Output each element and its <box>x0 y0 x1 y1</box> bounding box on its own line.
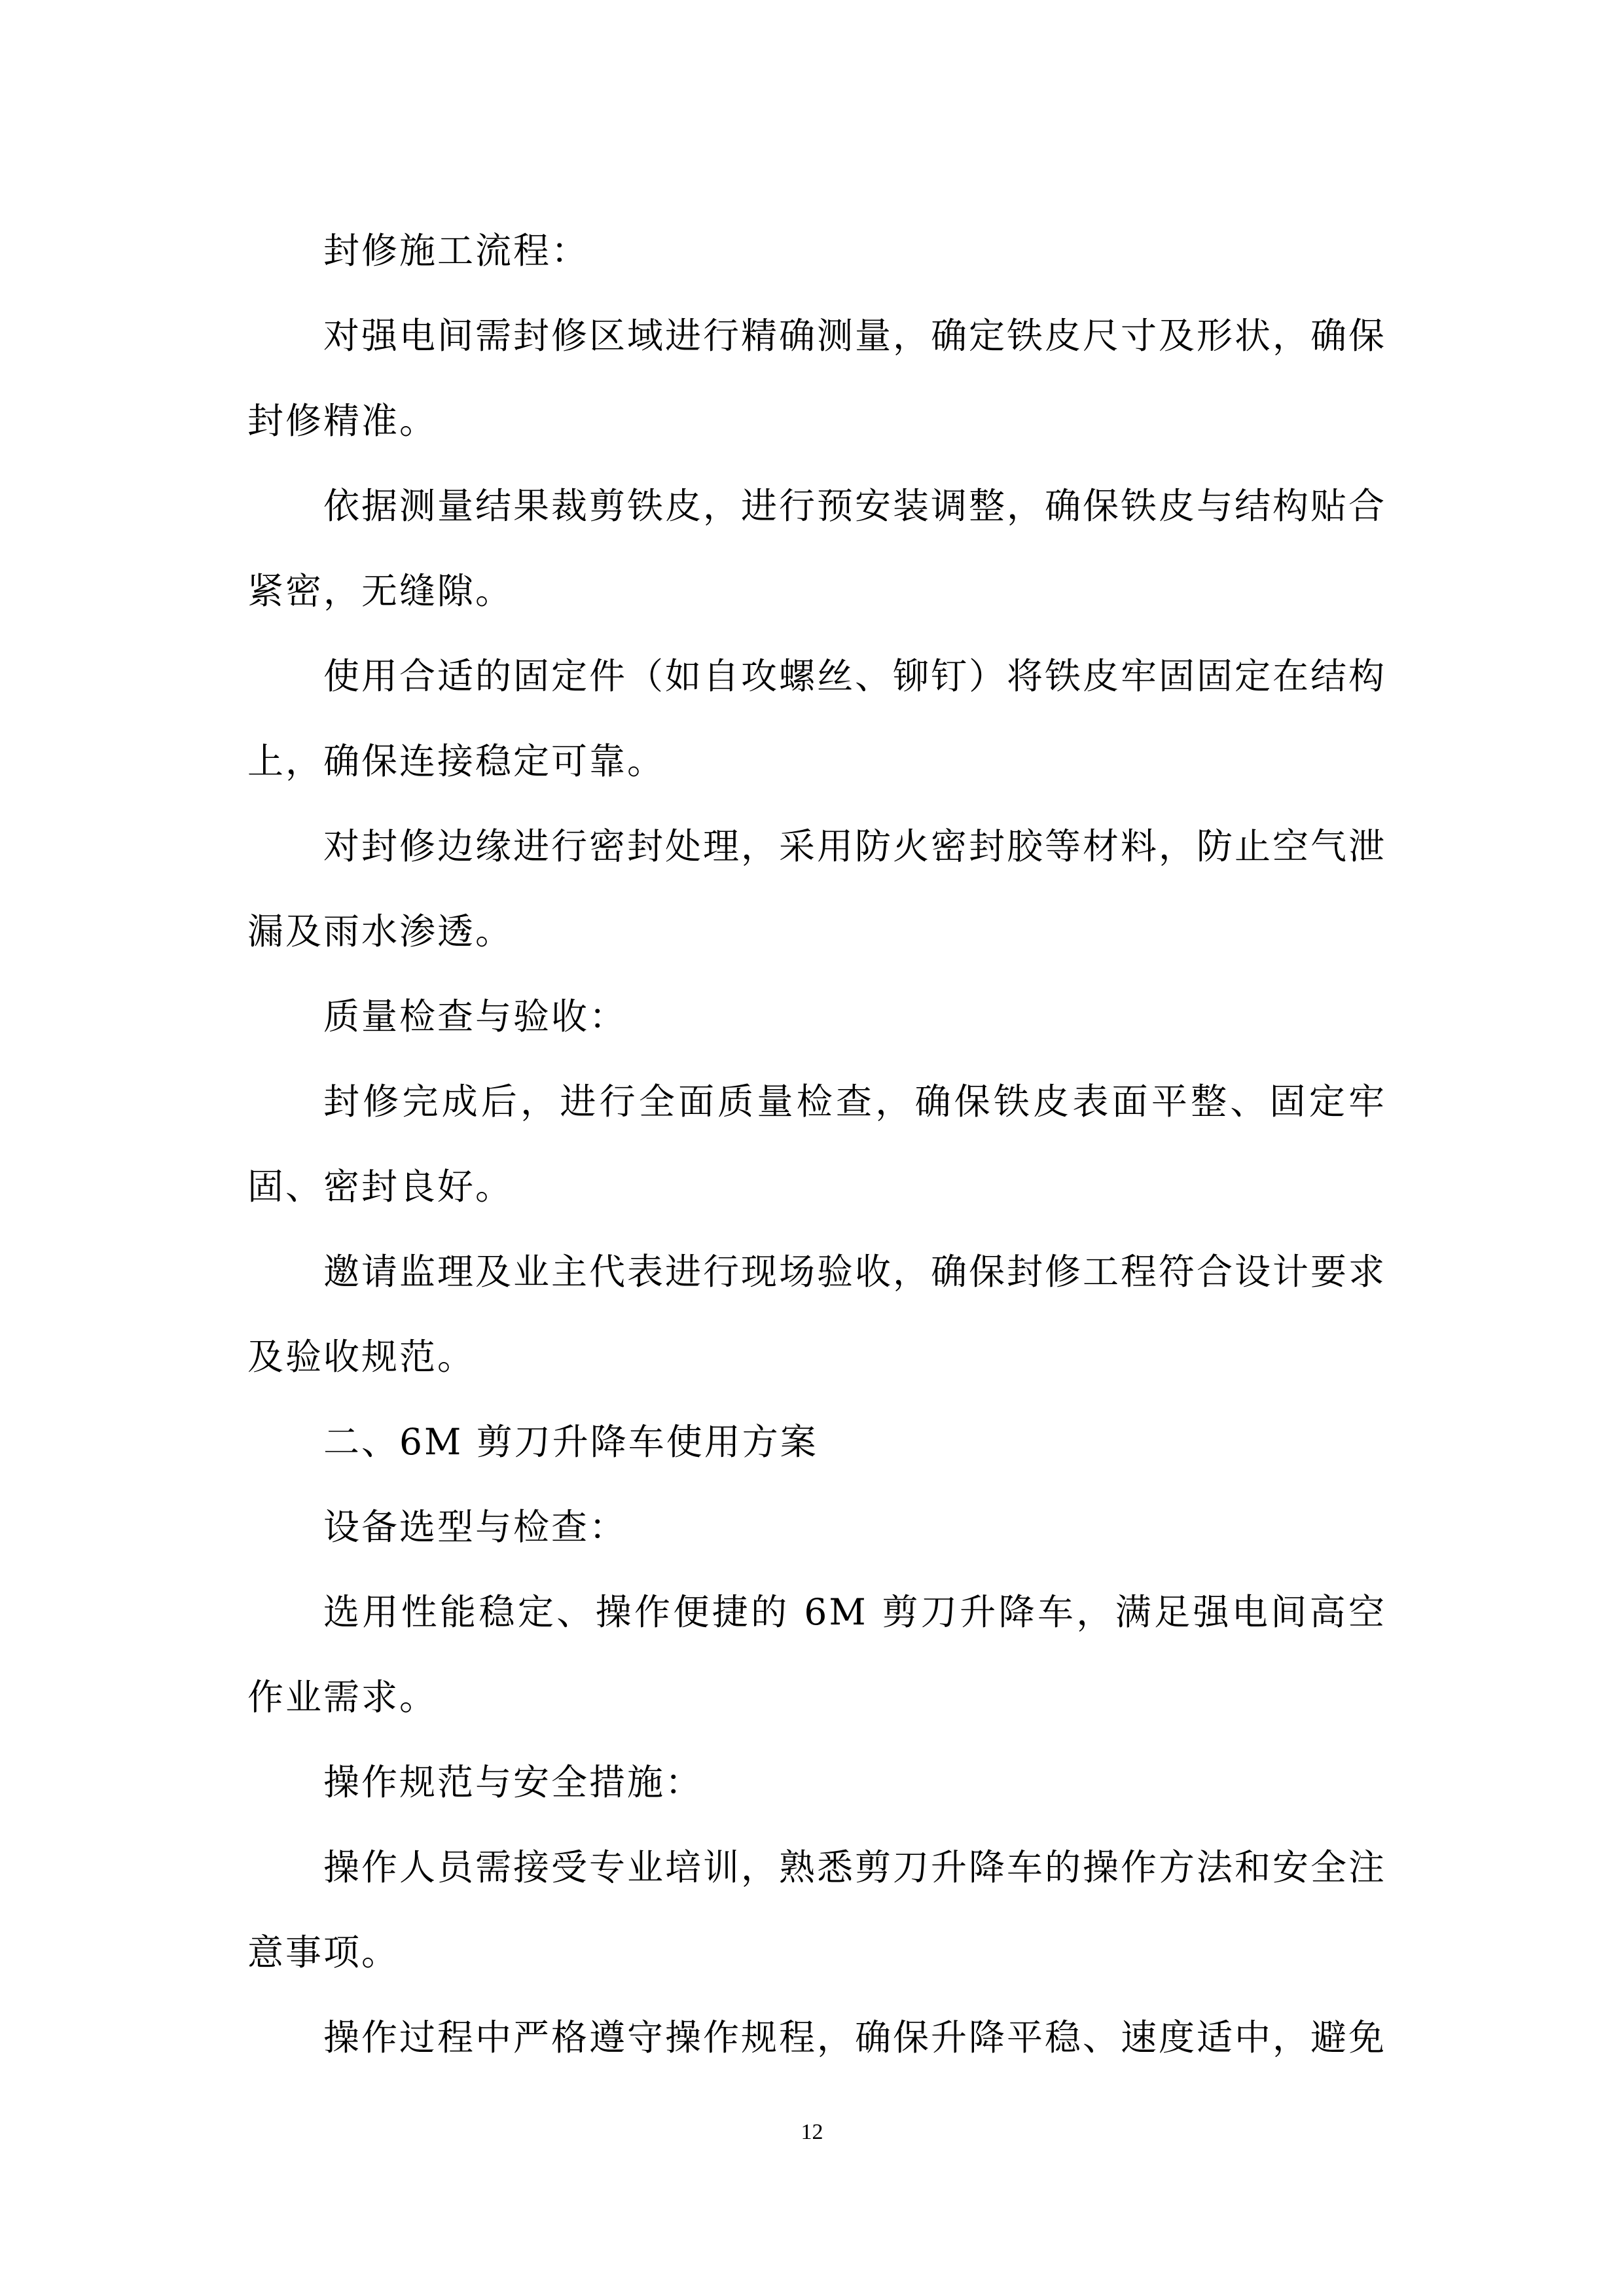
section-heading-equipment-selection: 设备选型与检查： <box>323 1506 628 1548</box>
paragraph-acceptance: 邀请监理及业主代表进行现场验收，确保封修工程符合设计要求及验收规范。 <box>247 1251 1387 1378</box>
paragraph-operator-training: 操作人员需接受专业培训，熟悉剪刀升降车的操作方法和安全注意事项。 <box>247 1846 1387 1973</box>
section-heading-quality-check: 质量检查与验收： <box>323 996 628 1037</box>
paragraph-measurement: 对强电间需封修区域进行精确测量，确定铁皮尺寸及形状，确保封修精准。 <box>247 315 1387 442</box>
section-heading-scissor-lift-plan: 二、6M 剪刀升降车使用方案 <box>323 1421 818 1463</box>
document-body <box>247 208 1386 2080</box>
paragraph-sealing: 对封修边缘进行密封处理，采用防火密封胶等材料，防止空气泄漏及雨水渗透。 <box>247 825 1387 952</box>
paragraph-inspection: 封修完成后，进行全面质量检查，确保铁皮表面平整、固定牢固、密封良好。 <box>247 1081 1386 1208</box>
paragraph-operation-rules: 操作过程中严格遵守操作规程，确保升降平稳、速度适中，避免 <box>323 2017 1387 2058</box>
paragraph-cutting: 依据测量结果裁剪铁皮，进行预安装调整，确保铁皮与结构贴合紧密，无缝隙。 <box>247 485 1387 612</box>
paragraph-fixing: 使用合适的固定件（如自攻螺丝、铆钉）将铁皮牢固固定在结构上，确保连接稳定可靠。 <box>247 655 1387 782</box>
page-number: 12 <box>801 2120 823 2144</box>
section-heading-construction-flow: 封修施工流程： <box>323 230 590 272</box>
section-heading-operation-safety: 操作规范与安全措施： <box>323 1761 704 1803</box>
paragraph-equipment-choice: 选用性能稳定、操作便捷的 6M 剪刀升降车，满足强电间高空作业需求。 <box>247 1591 1386 1718</box>
